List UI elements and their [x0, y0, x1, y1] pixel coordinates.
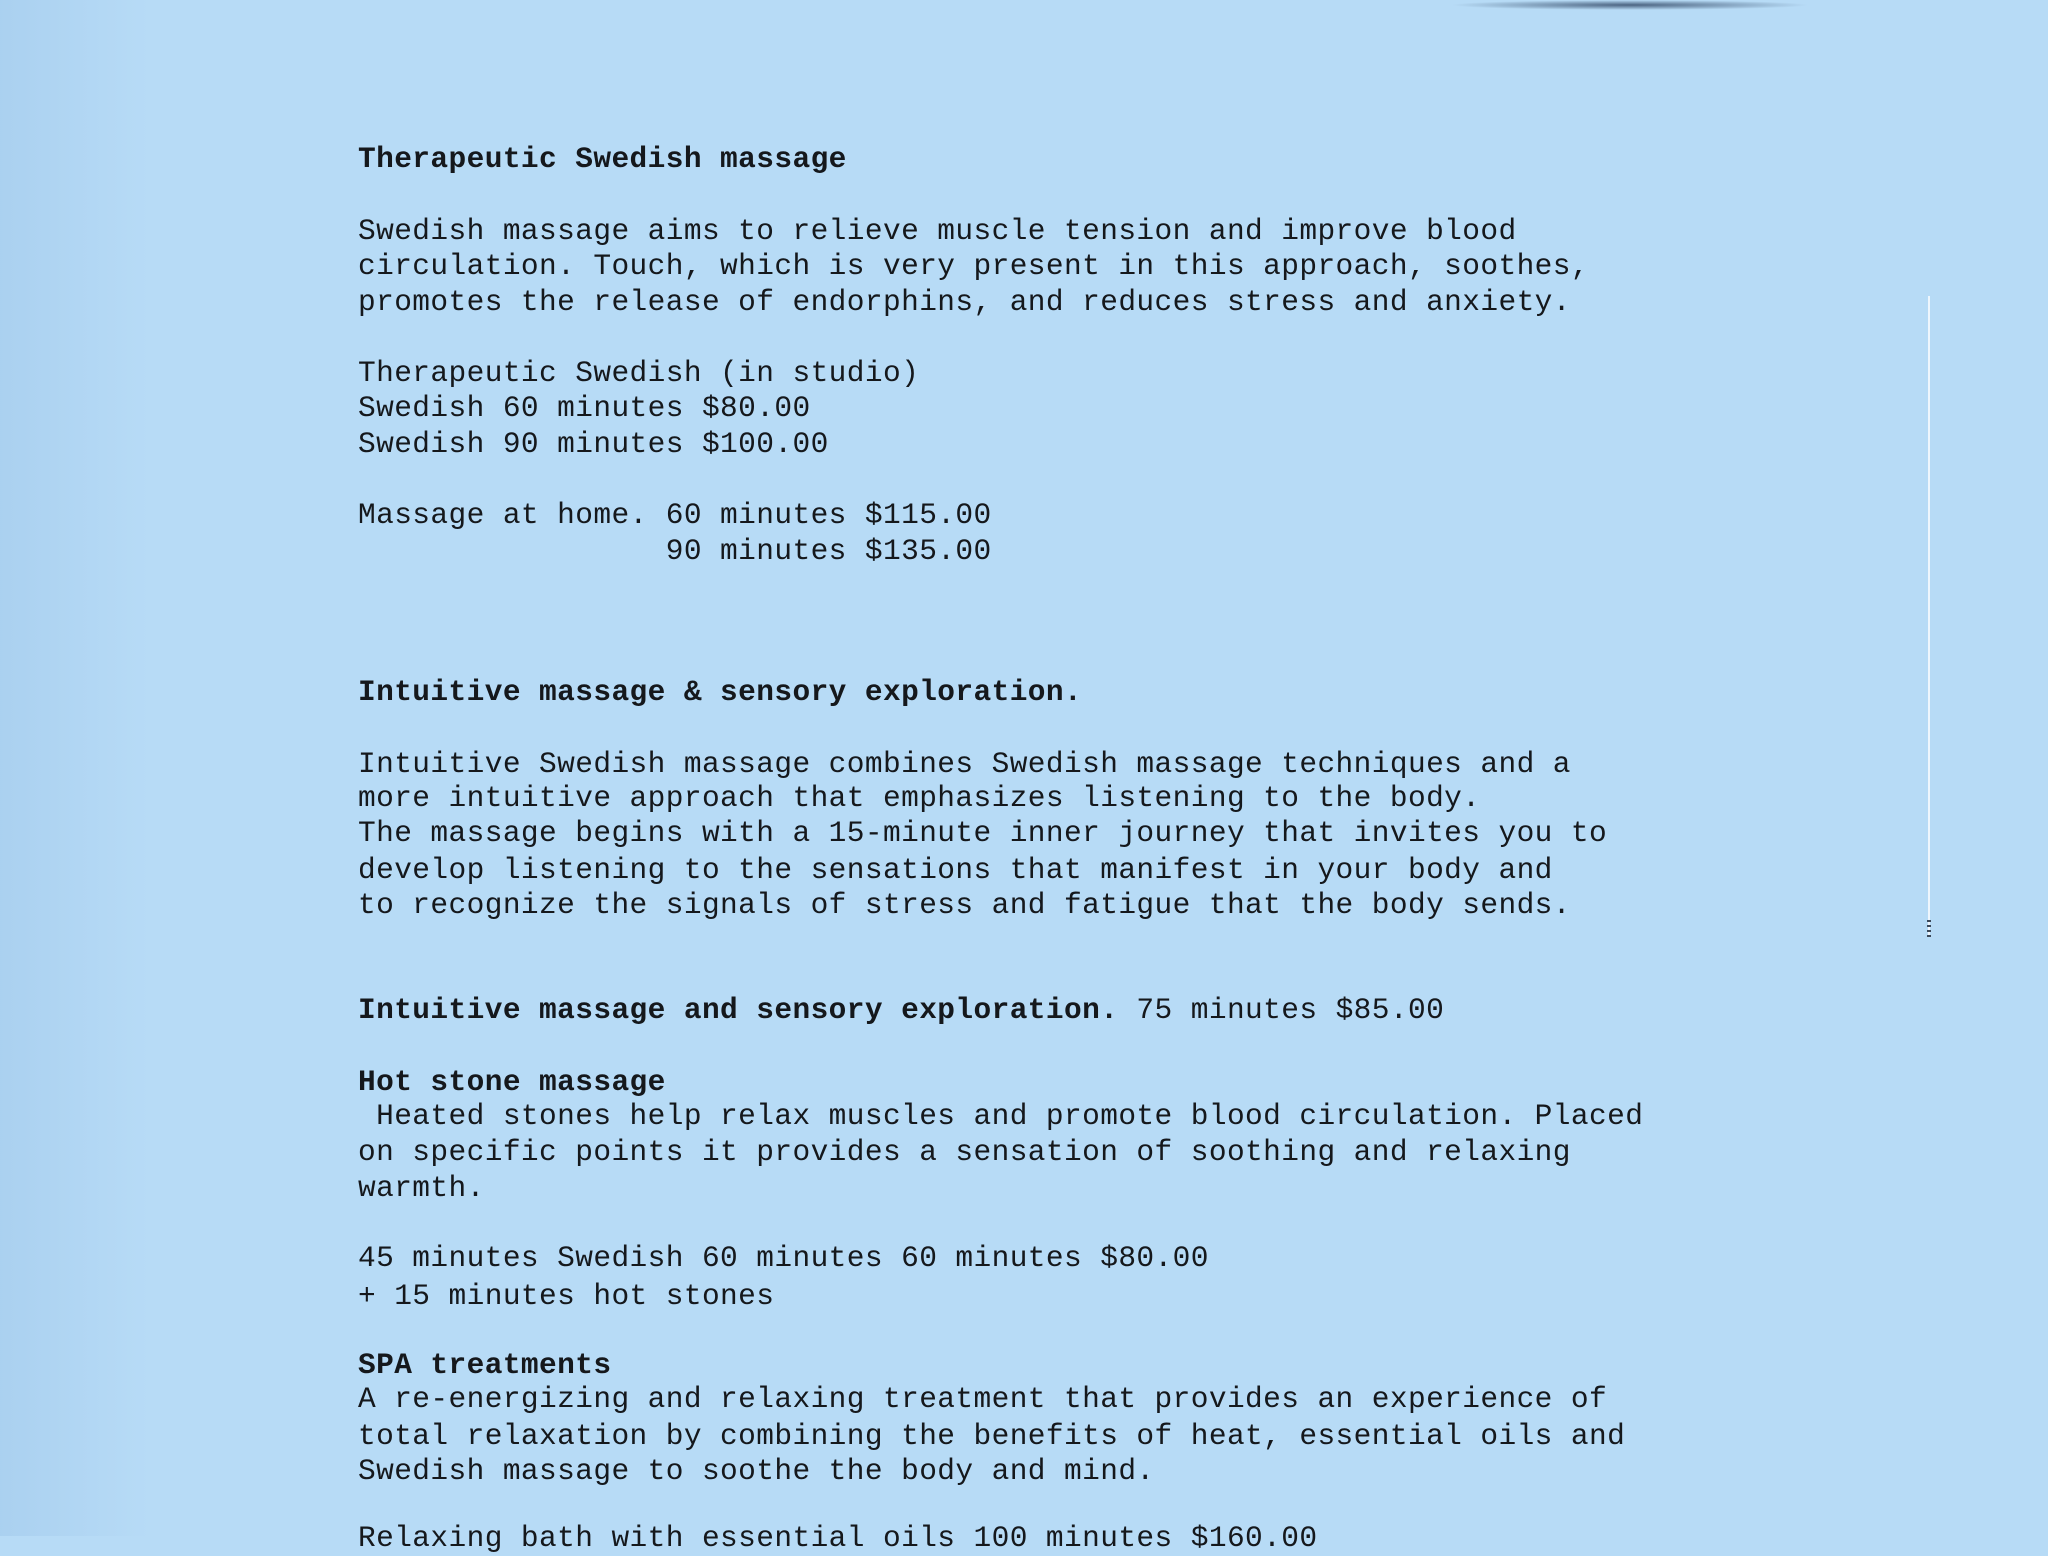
swedish-price-line: Swedish 90 minutes $100.00 [358, 427, 829, 461]
hot-stone-price-line: + 15 minutes hot stones [358, 1279, 775, 1313]
swedish-description-line: circulation. Touch, which is very present in this approach, soothes, [358, 249, 1589, 283]
background-shadow-left [0, 0, 150, 1536]
home-price-line: 90 minutes $135.00 [358, 534, 992, 568]
hot-stone-price-line: 45 minutes Swedish 60 minutes 60 minutes $80.00 [358, 1241, 1209, 1275]
swedish-price-line: Swedish 60 minutes $80.00 [358, 391, 811, 425]
page-edge-line [1928, 296, 1930, 936]
intuitive-price-line [358, 992, 1444, 1028]
intuitive-price-label: Intuitive massage and sensory exploration. [358, 993, 1119, 1027]
hot-stone-heading: Hot stone massage [358, 1065, 666, 1099]
swedish-description-line: promotes the release of endorphins, and reduces stress and anxiety. [358, 285, 1571, 319]
spa-price-line: Relaxing bath with essential oils 100 minutes $160.00 [358, 1521, 1318, 1555]
intuitive-description-line: develop listening to the sensations that manifest in your body and [358, 853, 1553, 887]
home-price-line: Massage at home. 60 minutes $115.00 [358, 498, 992, 532]
intuitive-description-line: The massage begins with a 15-minute inner journey that invites you to [358, 816, 1608, 850]
swedish-studio-title: Therapeutic Swedish (in studio) [358, 356, 920, 390]
intuitive-description-line: to recognize the signals of stress and fatigue that the body sends. [358, 888, 1571, 922]
background-shadow-top [1450, 0, 1810, 10]
hot-stone-description-line: on specific points it provides a sensation of soothing and relaxing [358, 1135, 1571, 1169]
swedish-description-line: Swedish massage aims to relieve muscle tension and improve blood [358, 214, 1517, 248]
swedish-heading: Therapeutic Swedish massage [358, 142, 847, 176]
page-edge-marks [1927, 920, 1931, 940]
hot-stone-description-line: Heated stones help relax muscles and promote blood circulation. Placed [358, 1099, 1644, 1133]
spa-description-line: A re-energizing and relaxing treatment that provides an experience of [358, 1382, 1608, 1416]
hot-stone-description-line: warmth. [358, 1171, 485, 1205]
spa-description-line: total relaxation by combining the benefits of heat, essential oils and [358, 1419, 1626, 1453]
intuitive-price-value: 75 minutes $85.00 [1118, 993, 1445, 1027]
intuitive-description-line: Intuitive Swedish massage combines Swedish massage techniques and a [358, 747, 1571, 781]
intuitive-heading: Intuitive massage & sensory exploration. [358, 675, 1083, 709]
spa-description-line: Swedish massage to soothe the body and mind. [358, 1454, 1155, 1488]
intuitive-description-line: more intuitive approach that emphasizes listening to the body. [358, 781, 1481, 815]
spa-heading: SPA treatments [358, 1348, 612, 1382]
